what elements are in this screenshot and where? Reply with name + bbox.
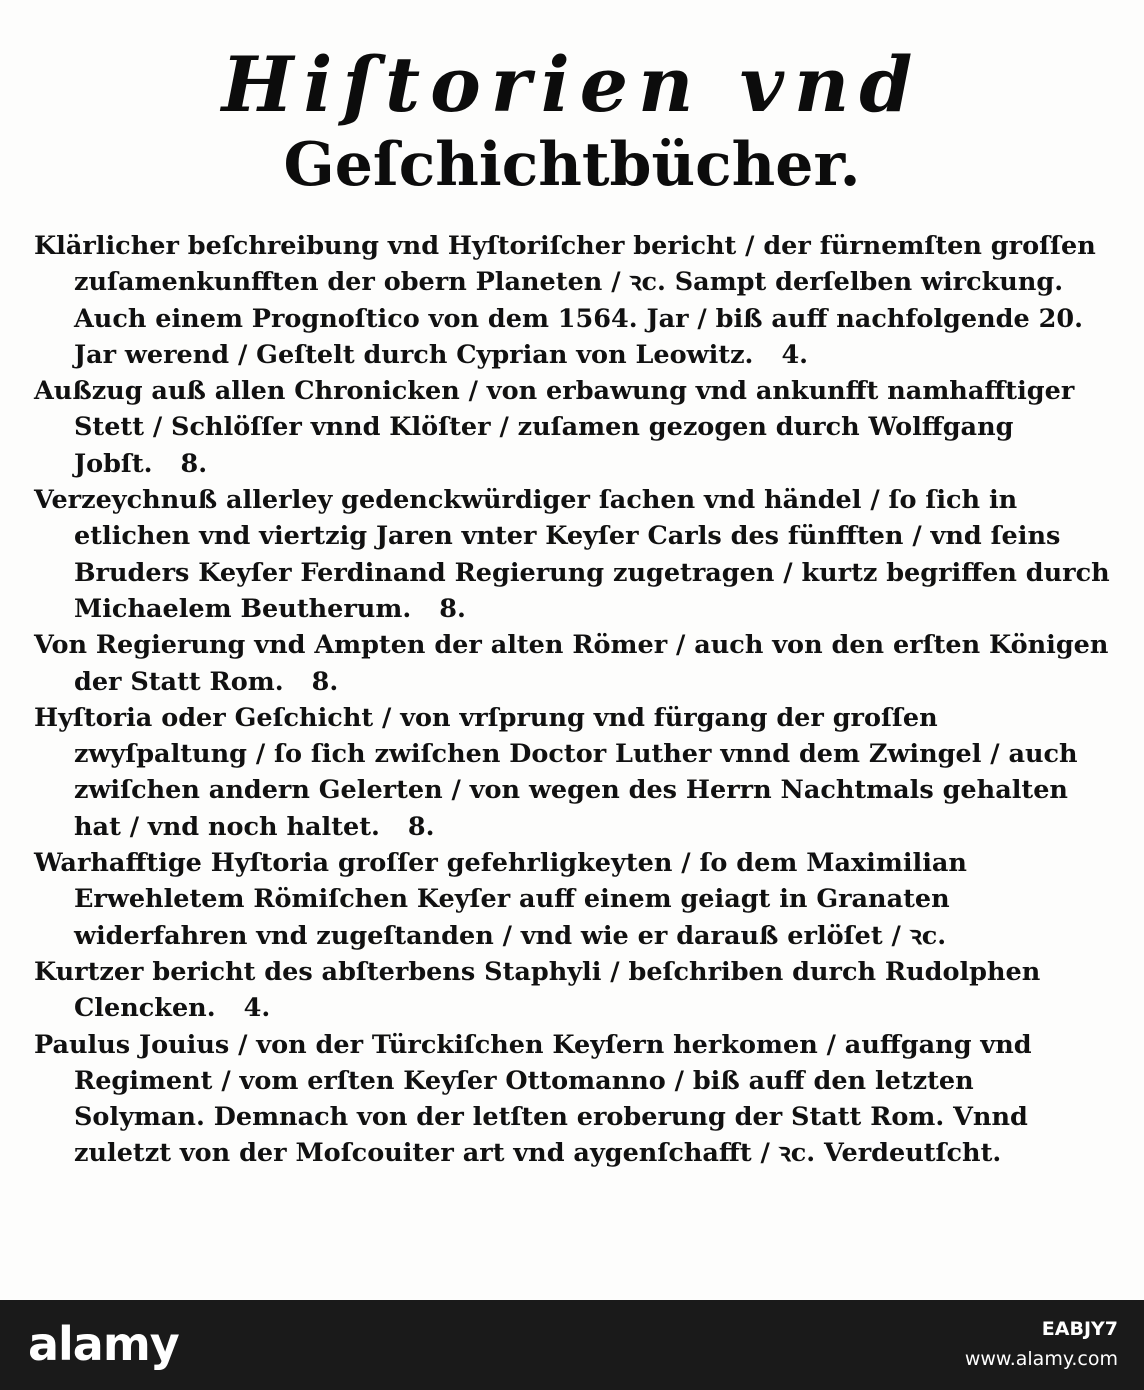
page-title: Hiſtorien vnd bbox=[221, 40, 923, 129]
brand-logo: alamy bbox=[28, 1317, 179, 1371]
entry-page-number: 8. bbox=[311, 666, 339, 697]
book-entry bbox=[34, 627, 1110, 700]
entry-page-number: 4. bbox=[243, 993, 271, 1024]
book-entry bbox=[34, 373, 1110, 482]
book-entry bbox=[34, 482, 1110, 627]
entry-text: Von Regierung vnd Ampten der alten Römer / auch von den erſten Königen der Statt Rom. bbox=[34, 630, 1109, 697]
watermark-banner bbox=[0, 1300, 1144, 1390]
image-id: EABJY7 bbox=[1041, 1318, 1118, 1340]
entry-text: Hyſtoria oder Geſchicht / von vrſprung vnd fürgang der groſſen zwyſpaltung / ſo ſich zwiſchen Doctor Luther vnnd dem Zwingel / auch zwiſchen andern Gelerten / von wegen des Herrn Nachtmals gehalten hat / vnd noch haltet. bbox=[34, 702, 1078, 842]
entry-text: Warhafftige Hyſtoria groſſer gefehrligkeyten / ſo dem Maximilian Erwehletem Römiſchen Keyſer auff einem geiagt in Granaten widerfahren vnd zugeſtanden / vnd wie er darauß erlöſet / ꝛc. bbox=[34, 848, 967, 951]
entry-text: Kurtzer bericht des abſterbens Staphyli / beſchriben durch Rudolphen Clencken. bbox=[34, 956, 1041, 1024]
entry-page-number: 8. bbox=[407, 811, 435, 842]
page-subtitle: Geſchichtbücher. bbox=[283, 130, 861, 200]
entry-text: Paulus Jouius / von der Türckiſchen Keyſern herkomen / auffgang vnd Regiment / vom erſten Keyſer Ottomanno / biß auff den letzten Solyman. Demnach von der letſten eroberung der Statt Rom. Vnnd zuletzt von der Moſcouiter art vnd aygenſchafft / ꝛc. Verdeutſcht. bbox=[34, 1029, 1032, 1169]
entry-text: Klärlicher beſchreibung vnd Hyſtoriſcher bericht / der fürnemſten groſſen zuſamenkunfften der obern Planeten / ꝛc. Sampt derſelben wirckung. Auch einem Prognoſtico von dem 1564. Jar / biß auff nachfolgende 20. Jar werend / Geſtelt durch Cyprian von Leowitz. bbox=[34, 231, 1096, 370]
book-list bbox=[34, 228, 1110, 1172]
image-meta bbox=[965, 1314, 1118, 1374]
entry-text: Verzeychnuß allerley gedenckwürdiger ſachen vnd händel / ſo ſich in etlichen vnd viertzig Jaren vnter Keyſer Carls des fünfften / vnd ſeins Bruders Keyſer Ferdinand Regierung zugetragen / kurtz begriffen durch Michaelem Beutherum. bbox=[34, 485, 1110, 624]
book-entry bbox=[34, 954, 1110, 1027]
entry-page-number: 8. bbox=[180, 448, 208, 479]
book-entry bbox=[34, 1027, 1110, 1172]
entry-text: Außzug auß allen Chronicken / von erbawung vnd ankunfft namhafftiger Stett / Schlöſſer vnnd Klöſter / zuſamen gezogen durch Wolffgang Jobſt. bbox=[34, 376, 1075, 479]
book-entry bbox=[34, 700, 1110, 845]
entry-page-number: 8. bbox=[439, 593, 466, 624]
entry-page-number: 4. bbox=[781, 339, 809, 370]
site-url: www.alamy.com bbox=[964, 1348, 1118, 1370]
book-entry bbox=[34, 845, 1110, 954]
book-entry bbox=[34, 228, 1110, 373]
